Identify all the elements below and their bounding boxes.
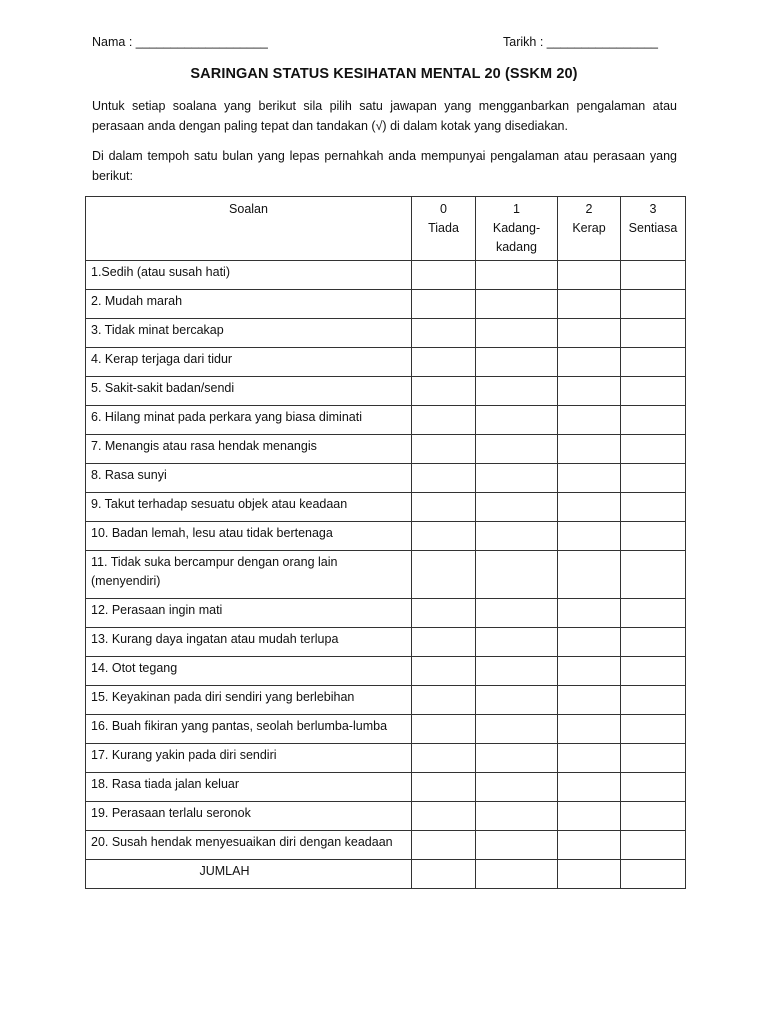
- question-row: [86, 686, 686, 715]
- answer-checkbox-tiada[interactable]: [412, 377, 476, 406]
- answer-checkbox-tiada[interactable]: [412, 551, 476, 599]
- answer-checkbox-kerap[interactable]: [558, 686, 621, 715]
- answer-checkbox-tiada[interactable]: [412, 744, 476, 773]
- question-text: 4. Kerap terjaga dari tidur: [86, 348, 412, 377]
- screening-table: [85, 196, 686, 889]
- column-header-sentiasa: [621, 197, 686, 261]
- answer-checkbox-kerap[interactable]: [558, 261, 621, 290]
- answer-checkbox-sentiasa[interactable]: [621, 744, 686, 773]
- question-row: [86, 802, 686, 831]
- answer-checkbox-tiada[interactable]: [412, 831, 476, 860]
- question-row: [86, 551, 686, 599]
- column-label: Sentiasa: [628, 221, 678, 235]
- question-text: 8. Rasa sunyi: [86, 464, 412, 493]
- answer-checkbox-sentiasa[interactable]: [621, 406, 686, 435]
- column-score: 2: [585, 202, 593, 216]
- answer-checkbox-kadang-kadang[interactable]: [476, 831, 558, 860]
- nama-field-label: Nama : ___________________: [92, 35, 268, 49]
- tarikh-field-label: Tarikh : ________________: [503, 35, 658, 49]
- question-text: 1.Sedih (atau susah hati): [86, 261, 412, 290]
- answer-checkbox-kadang-kadang[interactable]: [476, 657, 558, 686]
- question-text: 14. Otot tegang: [86, 657, 412, 686]
- answer-checkbox-kerap[interactable]: [558, 628, 621, 657]
- answer-checkbox-kadang-kadang[interactable]: [476, 464, 558, 493]
- question-text: 7. Menangis atau rasa hendak menangis: [86, 435, 412, 464]
- answer-checkbox-kerap[interactable]: [558, 802, 621, 831]
- answer-checkbox-sentiasa[interactable]: [621, 551, 686, 599]
- answer-checkbox-kadang-kadang[interactable]: [476, 628, 558, 657]
- answer-checkbox-tiada[interactable]: [412, 464, 476, 493]
- answer-checkbox-kerap[interactable]: [558, 551, 621, 599]
- answer-checkbox-tiada[interactable]: [412, 435, 476, 464]
- answer-checkbox-kadang-kadang[interactable]: [476, 377, 558, 406]
- question-text: 2. Mudah marah: [86, 290, 412, 319]
- total-row: [86, 860, 686, 889]
- question-text: 19. Perasaan terlalu seronok: [86, 802, 412, 831]
- answer-checkbox-tiada[interactable]: [412, 406, 476, 435]
- answer-checkbox-kerap[interactable]: [558, 599, 621, 628]
- answer-checkbox-tiada[interactable]: [412, 715, 476, 744]
- answer-checkbox-kerap[interactable]: [558, 522, 621, 551]
- answer-checkbox-kadang-kadang[interactable]: [476, 522, 558, 551]
- question-text: 12. Perasaan ingin mati: [86, 599, 412, 628]
- answer-checkbox-tiada[interactable]: [412, 522, 476, 551]
- answer-checkbox-sentiasa[interactable]: [621, 319, 686, 348]
- answer-checkbox-sentiasa[interactable]: [621, 831, 686, 860]
- question-row: [86, 493, 686, 522]
- answer-checkbox-sentiasa[interactable]: [621, 522, 686, 551]
- answer-checkbox-kerap[interactable]: [558, 773, 621, 802]
- column-score: 3: [649, 202, 657, 216]
- answer-checkbox-sentiasa[interactable]: [621, 348, 686, 377]
- answer-checkbox-kadang-kadang[interactable]: [476, 493, 558, 522]
- total-label-text: JUMLAH: [199, 864, 250, 878]
- column-score: 0: [440, 202, 447, 216]
- column-label: Kerap: [572, 221, 606, 235]
- question-row: [86, 628, 686, 657]
- answer-checkbox-kerap[interactable]: [558, 319, 621, 348]
- total-cell-kerap[interactable]: [558, 860, 621, 889]
- answer-checkbox-kadang-kadang[interactable]: [476, 802, 558, 831]
- answer-checkbox-kerap[interactable]: [558, 657, 621, 686]
- question-row: [86, 435, 686, 464]
- column-label: Kadang-kadang: [492, 221, 541, 254]
- answer-checkbox-kadang-kadang[interactable]: [476, 290, 558, 319]
- answer-checkbox-kerap[interactable]: [558, 744, 621, 773]
- question-text: 10. Badan lemah, lesu atau tidak bertenaga: [86, 522, 412, 551]
- answer-checkbox-kadang-kadang[interactable]: [476, 599, 558, 628]
- answer-checkbox-sentiasa[interactable]: [621, 657, 686, 686]
- answer-checkbox-kadang-kadang[interactable]: [476, 406, 558, 435]
- total-cell-tiada[interactable]: [412, 860, 476, 889]
- answer-checkbox-sentiasa[interactable]: [621, 715, 686, 744]
- answer-checkbox-tiada[interactable]: [412, 628, 476, 657]
- answer-checkbox-kadang-kadang[interactable]: [476, 261, 558, 290]
- answer-checkbox-sentiasa[interactable]: [621, 773, 686, 802]
- answer-checkbox-kadang-kadang[interactable]: [476, 551, 558, 599]
- question-row: [86, 261, 686, 290]
- answer-checkbox-kerap[interactable]: [558, 435, 621, 464]
- answer-checkbox-sentiasa[interactable]: [621, 377, 686, 406]
- question-row: [86, 377, 686, 406]
- column-header-kadang-kadang: [476, 197, 558, 261]
- answer-checkbox-tiada[interactable]: [412, 261, 476, 290]
- total-label: [86, 860, 412, 889]
- question-row: [86, 744, 686, 773]
- question-text: 18. Rasa tiada jalan keluar: [86, 773, 412, 802]
- table-header-row: [86, 197, 686, 261]
- question-text: 11. Tidak suka bercampur dengan orang lain (menyendiri): [86, 551, 412, 599]
- question-text: 15. Keyakinan pada diri sendiri yang berlebihan: [86, 686, 412, 715]
- answer-checkbox-sentiasa[interactable]: [621, 802, 686, 831]
- total-cell-sentiasa[interactable]: [621, 860, 686, 889]
- answer-checkbox-tiada[interactable]: [412, 599, 476, 628]
- answer-checkbox-kadang-kadang[interactable]: [476, 348, 558, 377]
- answer-checkbox-sentiasa[interactable]: [621, 493, 686, 522]
- question-text: 17. Kurang yakin pada diri sendiri: [86, 744, 412, 773]
- question-row: [86, 290, 686, 319]
- answer-checkbox-kerap[interactable]: [558, 493, 621, 522]
- column-header-tiada: [412, 197, 476, 261]
- answer-checkbox-sentiasa[interactable]: [621, 435, 686, 464]
- answer-checkbox-kerap[interactable]: [558, 377, 621, 406]
- question-row: [86, 773, 686, 802]
- question-text: 5. Sakit-sakit badan/sendi: [86, 377, 412, 406]
- form-title: SARINGAN STATUS KESIHATAN MENTAL 20 (SSKM 20): [190, 66, 578, 82]
- answer-checkbox-sentiasa[interactable]: [621, 290, 686, 319]
- answer-checkbox-kadang-kadang[interactable]: [476, 773, 558, 802]
- question-row: [86, 715, 686, 744]
- answer-checkbox-tiada[interactable]: [412, 802, 476, 831]
- answer-checkbox-tiada[interactable]: [412, 657, 476, 686]
- timeframe-paragraph: Di dalam tempoh satu bulan yang lepas pernahkah anda mempunyai pengalaman atau perasaan yang berikut:: [92, 149, 677, 183]
- question-row: [86, 464, 686, 493]
- question-row: [86, 319, 686, 348]
- answer-checkbox-kerap[interactable]: [558, 406, 621, 435]
- column-label: Tiada: [428, 221, 459, 235]
- question-text: 6. Hilang minat pada perkara yang biasa diminati: [86, 406, 412, 435]
- question-text: 9. Takut terhadap sesuatu objek atau keadaan: [86, 493, 412, 522]
- answer-checkbox-tiada[interactable]: [412, 493, 476, 522]
- answer-checkbox-tiada[interactable]: [412, 319, 476, 348]
- answer-checkbox-sentiasa[interactable]: [621, 261, 686, 290]
- answer-checkbox-kerap[interactable]: [558, 831, 621, 860]
- column-header-kerap: [558, 197, 621, 261]
- question-text: 20. Susah hendak menyesuaikan diri dengan keadaan: [86, 831, 412, 860]
- answer-checkbox-kerap[interactable]: [558, 464, 621, 493]
- question-rows: [86, 261, 686, 860]
- answer-checkbox-sentiasa[interactable]: [621, 686, 686, 715]
- question-text: 3. Tidak minat bercakap: [86, 319, 412, 348]
- answer-checkbox-tiada[interactable]: [412, 773, 476, 802]
- question-row: [86, 406, 686, 435]
- answer-checkbox-kerap[interactable]: [558, 348, 621, 377]
- question-row: [86, 348, 686, 377]
- question-row: [86, 831, 686, 860]
- instruction-paragraph: Untuk setiap soalana yang berikut sila pilih satu jawapan yang mengganbarkan pengalaman atau perasaan anda dengan paling tepat dan tandakan (√) di dalam kotak yang disediakan.: [92, 99, 677, 133]
- answer-checkbox-kadang-kadang[interactable]: [476, 744, 558, 773]
- column-header-soalan: Soalan: [86, 197, 412, 261]
- answer-checkbox-kadang-kadang[interactable]: [476, 686, 558, 715]
- question-row: [86, 522, 686, 551]
- answer-checkbox-sentiasa[interactable]: [621, 464, 686, 493]
- answer-checkbox-kadang-kadang[interactable]: [476, 319, 558, 348]
- answer-checkbox-tiada[interactable]: [412, 686, 476, 715]
- question-text: 13. Kurang daya ingatan atau mudah terlupa: [86, 628, 412, 657]
- total-cell-kadang-kadang[interactable]: [476, 860, 558, 889]
- answer-checkbox-tiada[interactable]: [412, 348, 476, 377]
- answer-checkbox-tiada[interactable]: [412, 290, 476, 319]
- answer-checkbox-kerap[interactable]: [558, 290, 621, 319]
- answer-checkbox-kadang-kadang[interactable]: [476, 435, 558, 464]
- answer-checkbox-sentiasa[interactable]: [621, 628, 686, 657]
- answer-checkbox-kadang-kadang[interactable]: [476, 715, 558, 744]
- column-score: 1: [513, 202, 520, 216]
- question-row: [86, 599, 686, 628]
- question-text: 16. Buah fikiran yang pantas, seolah berlumba-lumba: [86, 715, 412, 744]
- question-row: [86, 657, 686, 686]
- answer-checkbox-sentiasa[interactable]: [621, 599, 686, 628]
- answer-checkbox-kerap[interactable]: [558, 715, 621, 744]
